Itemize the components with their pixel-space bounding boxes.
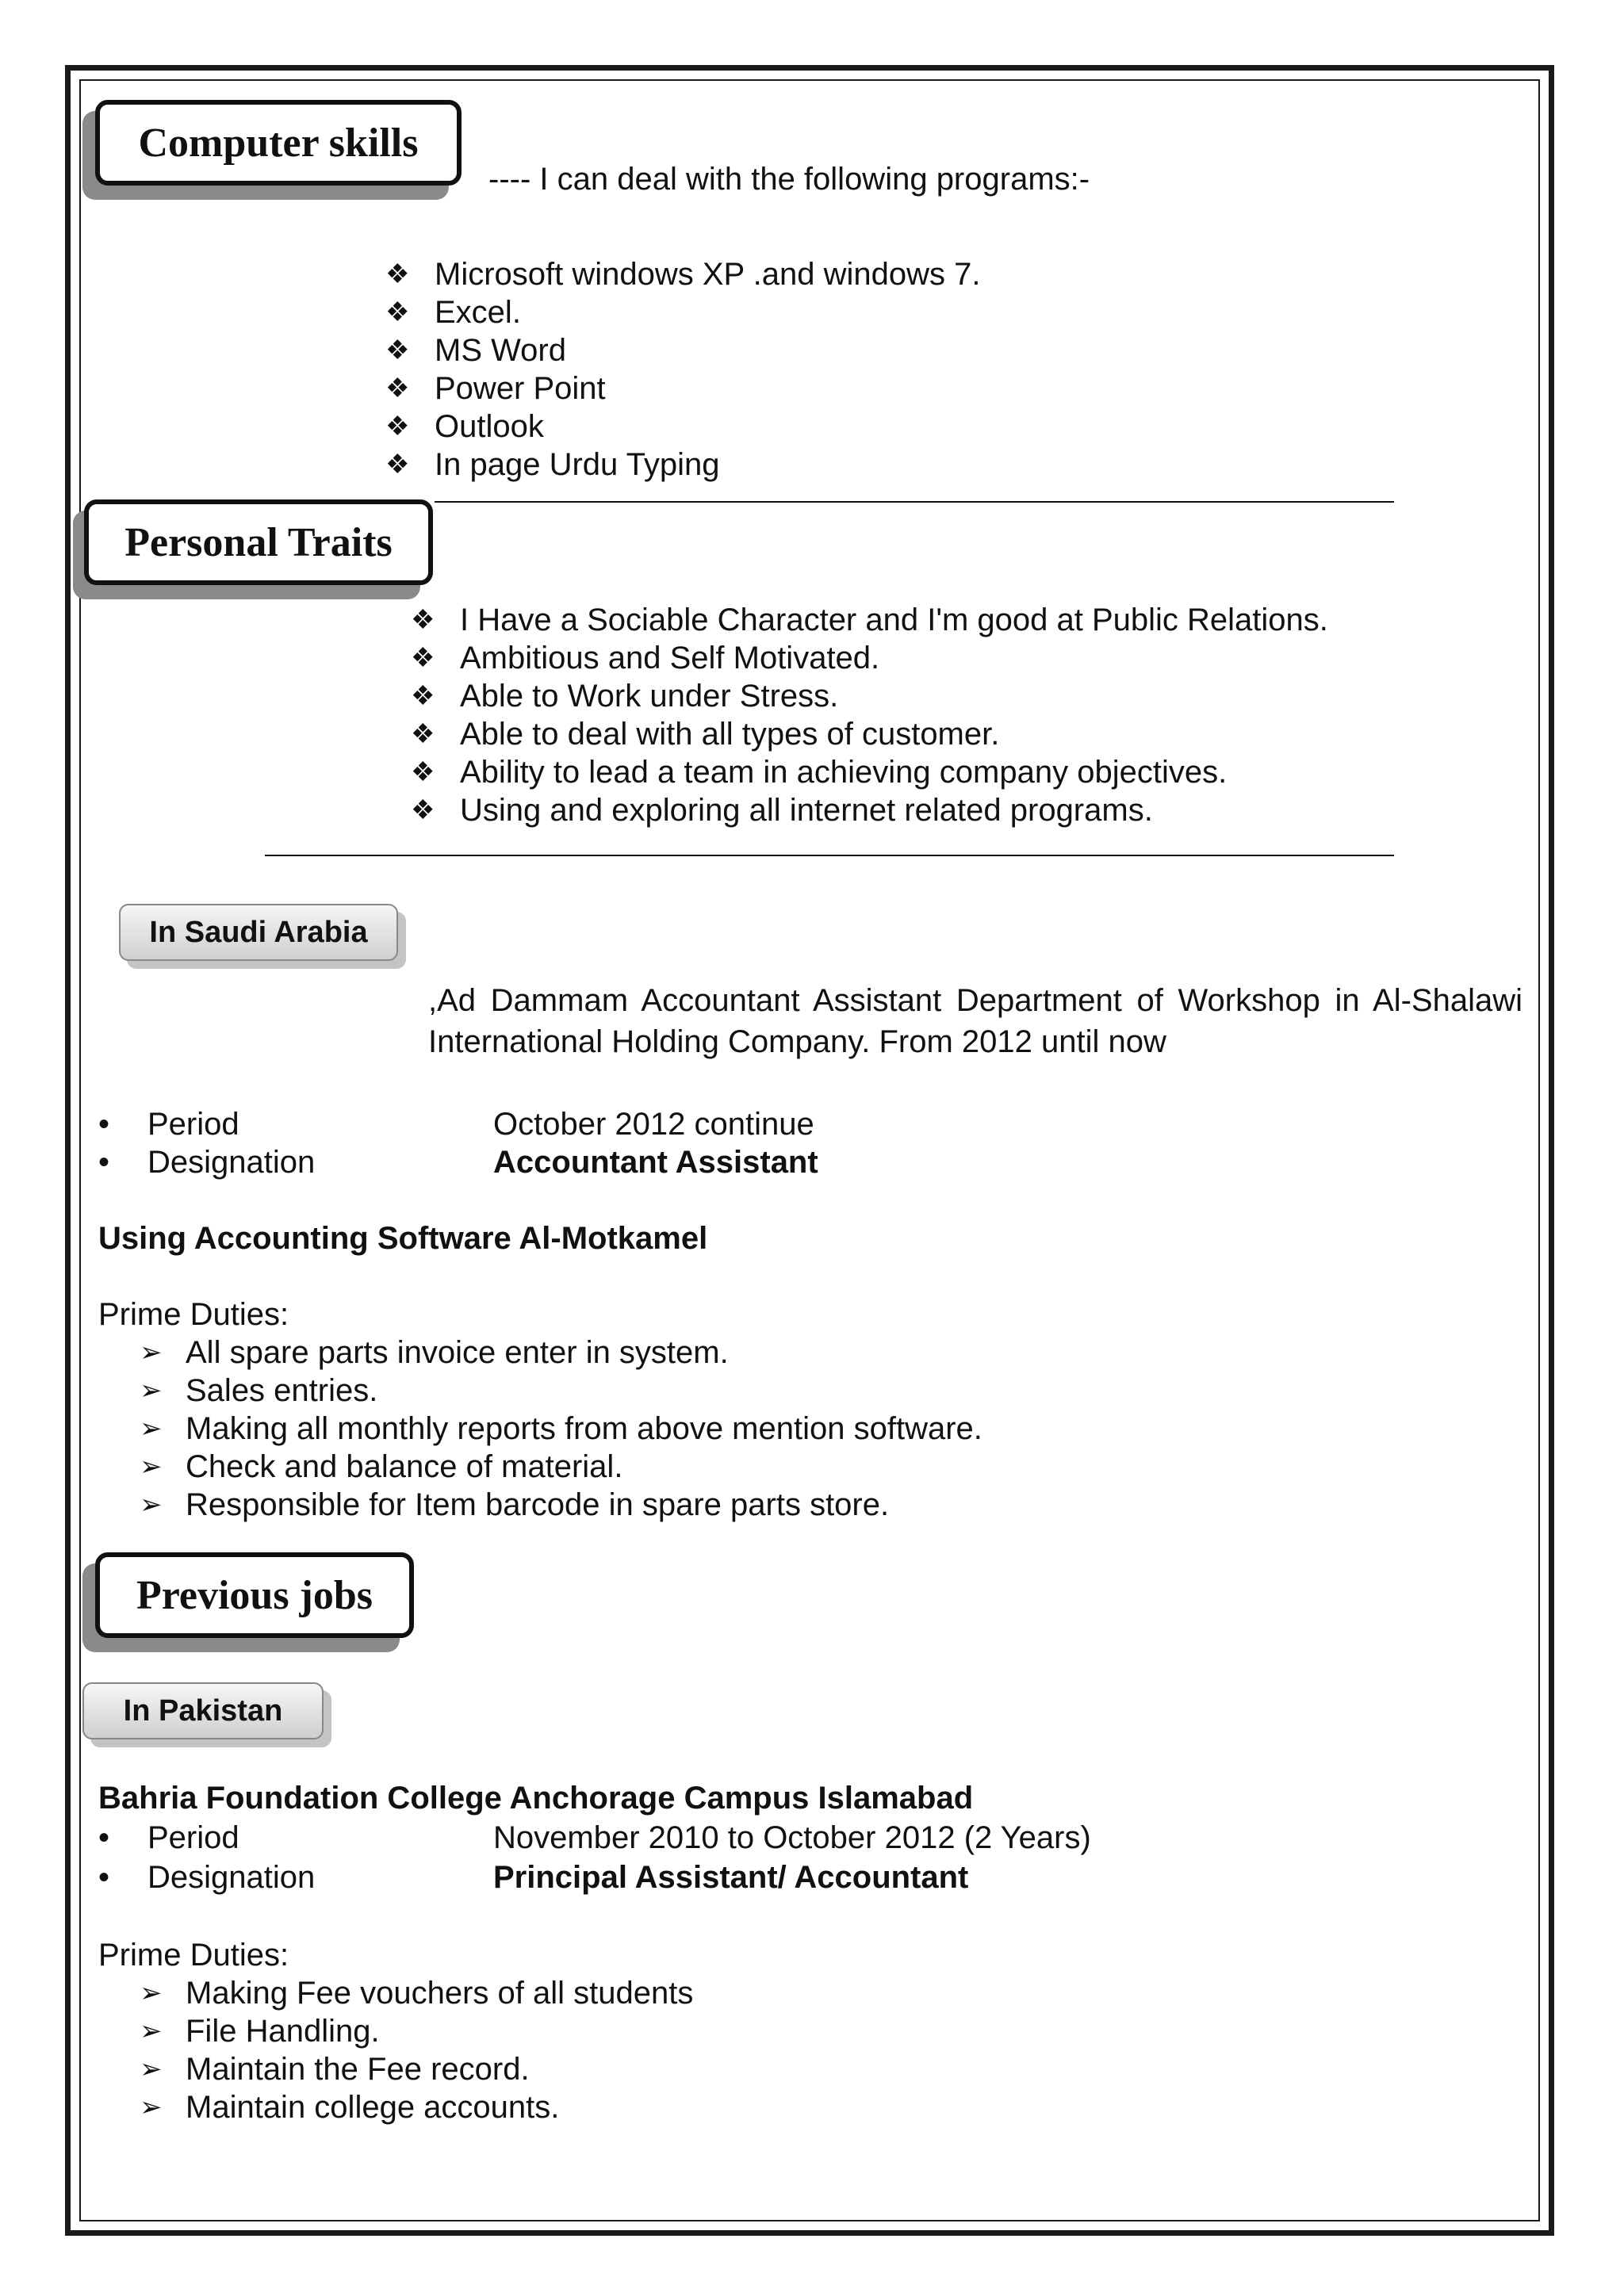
personal-traits-list xyxy=(411,601,1328,829)
list-item: ➢ File Handling. xyxy=(140,2014,380,2049)
list-item: ❖ Ambitious and Self Motivated. xyxy=(411,641,880,675)
section-divider xyxy=(435,501,1394,503)
list-item: ❖ Excel. xyxy=(385,295,521,330)
pakistan-duties-heading: Prime Duties: xyxy=(98,1938,289,1973)
list-item: ➢ All spare parts invoice enter in system. xyxy=(140,1335,729,1370)
list-item: ❖ Microsoft windows XP .and windows 7. xyxy=(385,257,981,292)
computer-skills-heading: Computer skills xyxy=(138,120,419,166)
saudi-arabia-label: In Saudi Arabia xyxy=(149,915,368,949)
list-item: ❖ MS Word xyxy=(385,333,566,368)
accounting-software-note: Using Accounting Software Al-Motkamel xyxy=(98,1221,708,1256)
previous-jobs-heading: Previous jobs xyxy=(136,1572,373,1618)
computer-skills-intro: ---- I can deal with the following programs:- xyxy=(488,162,1090,197)
list-item: ➢ Making all monthly reports from above mention software. xyxy=(140,1411,982,1446)
list-item: ❖ In page Urdu Typing xyxy=(385,447,720,482)
list-item: ❖ Ability to lead a team in achieving company objectives. xyxy=(411,755,1228,790)
section-divider xyxy=(265,855,1394,856)
list-item: ➢ Maintain the Fee record. xyxy=(140,2052,530,2087)
list-item: ➢ Sales entries. xyxy=(140,1373,378,1408)
list-item: ❖ Able to deal with all types of customer. xyxy=(411,717,1000,752)
personal-traits-heading: Personal Traits xyxy=(124,519,393,565)
employer-name: Bahria Foundation College Anchorage Campus Islamabad xyxy=(98,1781,974,1816)
list-item: ➢ Making Fee vouchers of all students xyxy=(140,1976,694,2011)
pakistan-label: In Pakistan xyxy=(123,1693,283,1728)
list-item: ❖ Able to Work under Stress. xyxy=(411,679,839,714)
list-item: ❖ Power Point xyxy=(385,371,606,406)
saudi-arabia-label-box xyxy=(119,904,398,961)
saudi-duties-heading: Prime Duties: xyxy=(98,1297,289,1332)
list-item: ➢ Responsible for Item barcode in spare parts store. xyxy=(140,1487,890,1522)
list-item: ❖ Outlook xyxy=(385,409,544,444)
computer-skills-list xyxy=(385,255,980,484)
saudi-duties-list xyxy=(140,1334,982,1524)
pakistan-label-box xyxy=(82,1682,324,1739)
list-item: ❖ Using and exploring all internet related programs. xyxy=(411,793,1153,828)
list-item: ❖ I Have a Sociable Character and I'm good at Public Relations. xyxy=(411,603,1328,637)
list-item: ➢ Check and balance of material. xyxy=(140,1449,623,1484)
pakistan-duties-list xyxy=(140,1974,693,2126)
list-item: ➢ Maintain college accounts. xyxy=(140,2090,560,2125)
saudi-job-description: ,Ad Dammam Accountant Assistant Department of Workshop in Al-Shalawi International Holding Company. From 2012 until now xyxy=(428,983,1522,1059)
